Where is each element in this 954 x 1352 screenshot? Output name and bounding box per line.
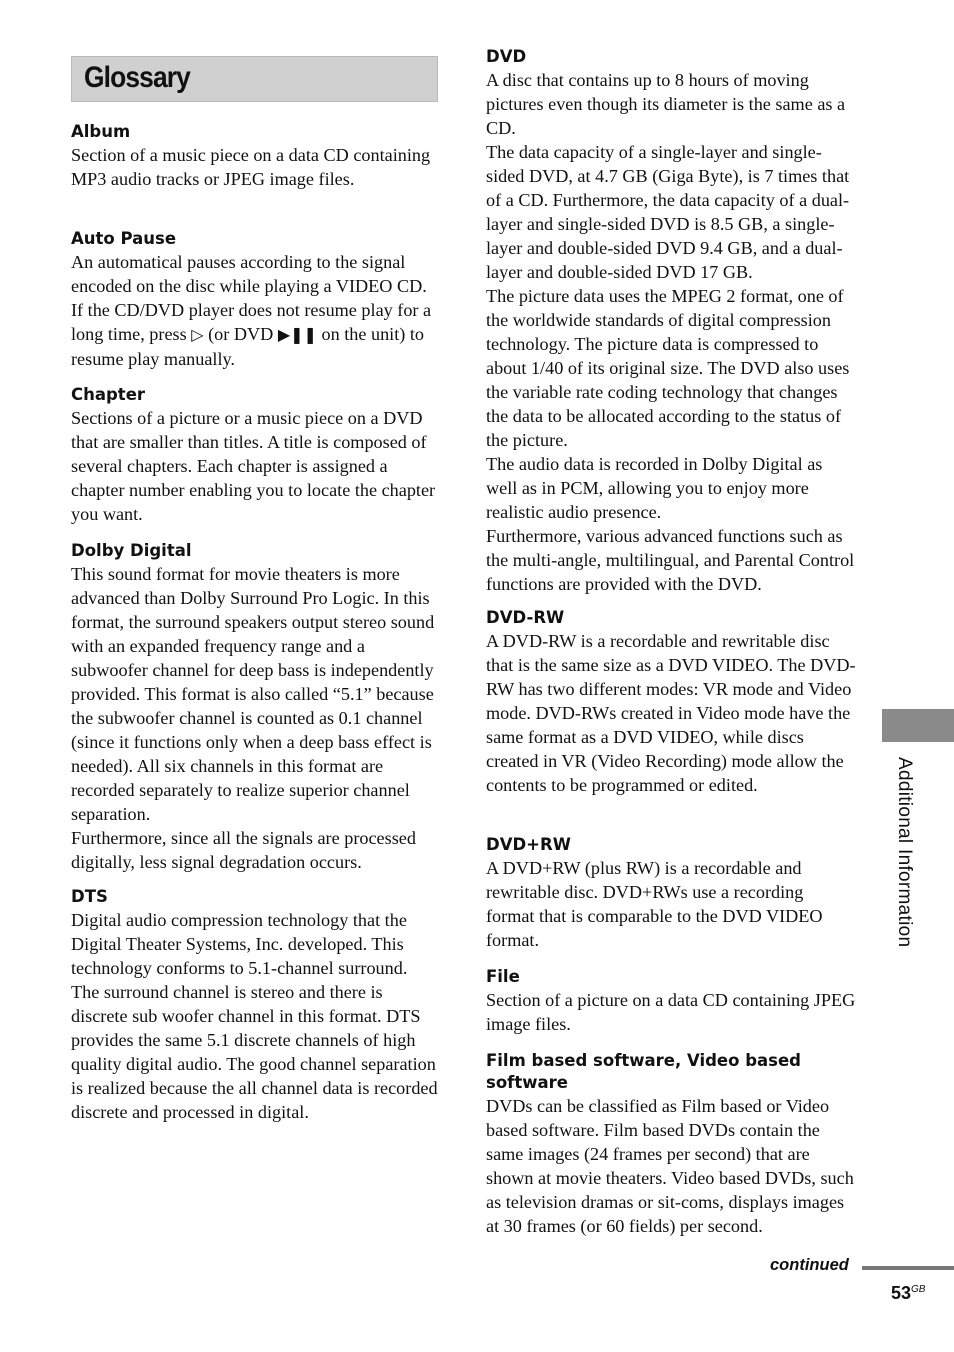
term-body: The audio data is recorded in Dolby Digital as well as in PCM, allowing you to enjoy more realistic audio presence. — [486, 454, 823, 522]
term-heading: Dolby Digital — [71, 541, 192, 560]
term-film-video — [486, 1050, 856, 1238]
term-heading: File — [486, 967, 520, 986]
term-body: Furthermore, since all the signals are processed digitally, less signal degradation occurs. — [71, 828, 416, 872]
term-body: A DVD-RW is a recordable and rewritable disc that is the same size as a DVD VIDEO. The DVD-RW has two different modes: VR mode and Video mode. DVD-RWs created in Video mode have the same format as a DVD VIDEO, while discs created in VR (Video Recording) mode allow the contents to be programmed or edited. — [486, 631, 856, 795]
term-body: Furthermore, various advanced functions such as the multi-angle, multilingual, and Parental Control functions are provided with the DVD. — [486, 526, 855, 594]
term-heading: Auto Pause — [71, 229, 177, 248]
term-dvd-rw — [486, 607, 856, 797]
term-file — [486, 966, 856, 1036]
term-heading: DVD-RW — [486, 608, 565, 627]
term-auto-pause — [71, 228, 439, 371]
term-dvd-plus-rw — [486, 834, 856, 952]
term-body: Section of a music piece on a data CD containing MP3 audio tracks or JPEG image files. — [71, 145, 431, 189]
term-body: This sound format for movie theaters is more advanced than Dolby Surround Pro Logic. In this format, the surround speakers output stereo sound with an expanded frequency range and a subwoofer channel for deep bass is independently provided. This format is also called “5.1” because the subwoofer channel is counted as 0.1 channel (since it functions only when a deep bass effect is needed). All six channels in this format are recorded separately to realize superior channel separation. — [71, 564, 435, 824]
term-dolby-digital — [71, 540, 439, 874]
term-body-text: An automatical pauses according to the signal encoded on the disc while playing a VIDEO CD. If the CD/DVD player does not resume play for a long time, press — [71, 252, 432, 344]
page-number-suffix: GB — [911, 1284, 926, 1295]
term-heading: Film based software, Video based software — [486, 1051, 801, 1092]
term-dvd — [486, 46, 856, 596]
term-body: A disc that contains up to 8 hours of moving pictures even though its diameter is the same as a CD. — [486, 70, 846, 138]
term-chapter — [71, 384, 439, 526]
term-body: A DVD+RW (plus RW) is a recordable and rewritable disc. DVD+RWs use a recording format that is comparable to the DVD VIDEO format. — [486, 858, 823, 950]
page-title: Glossary — [84, 61, 190, 94]
term-heading: Album — [71, 122, 131, 141]
term-body: Sections of a picture or a music piece on a DVD that are smaller than titles. A title is composed of several chapters. Each chapter is assigned a chapter number enabling you to locate the chapter you want. — [71, 408, 436, 524]
term-body: Section of a picture on a data CD containing JPEG image files. — [486, 990, 856, 1034]
page-number-value: 53 — [891, 1283, 912, 1303]
continued-rule — [862, 1266, 954, 1270]
term-heading: DTS — [71, 887, 108, 906]
term-album — [71, 121, 439, 191]
term-body-text: (or DVD — [208, 324, 274, 344]
play-pause-icon: ▶❚❚ — [277, 325, 317, 344]
term-heading: DVD — [486, 47, 527, 66]
glossary-title-box — [71, 56, 438, 102]
term-body: The picture data uses the MPEG 2 format, one of the worldwide standards of digital compression technology. The picture data is compressed to about 1/40 of its original size. The DVD also uses the variable rate coding technology that changes the data to be allocated according to the status of the picture. — [486, 286, 850, 450]
term-body — [71, 250, 439, 371]
term-dts — [71, 886, 439, 1124]
term-heading: Chapter — [71, 385, 146, 404]
term-body-text: on the unit) to resume play manually. — [71, 324, 425, 369]
page-number — [891, 1283, 925, 1304]
play-icon: ▷ — [191, 325, 204, 344]
term-body: Digital audio compression technology that the Digital Theater Systems, Inc. developed. This technology conforms to 5.1-channel surround. The surround channel is stereo and there is discrete sub woofer channel in this format. DTS provides the same 5.1 discrete channels of high quality digital audio. The good channel separation is realized because the all channel data is recorded discrete and processed in digital. — [71, 910, 438, 1122]
section-tab-marker — [882, 709, 954, 742]
term-body: The data capacity of a single-layer and single-sided DVD, at 4.7 GB (Giga Byte), is 7 times that of a CD. Furthermore, the data capacity of a dual-layer and single-sided DVD is 8.5 GB, a single-layer and double-sided DVD 9.4 GB, and a dual-layer and double-sided DVD 17 GB. — [486, 142, 850, 282]
continued-label: continued — [770, 1256, 849, 1274]
term-body: DVDs can be classified as Film based or Video based software. Film based DVDs contain the same images (24 frames per second) that are shown at movie theaters. Video based DVDs, such as television dramas or sit-coms, displays images at 30 frames (or 60 fields) per second. — [486, 1096, 854, 1236]
section-side-label: Additional Information — [894, 757, 915, 948]
term-heading: DVD+RW — [486, 835, 571, 854]
